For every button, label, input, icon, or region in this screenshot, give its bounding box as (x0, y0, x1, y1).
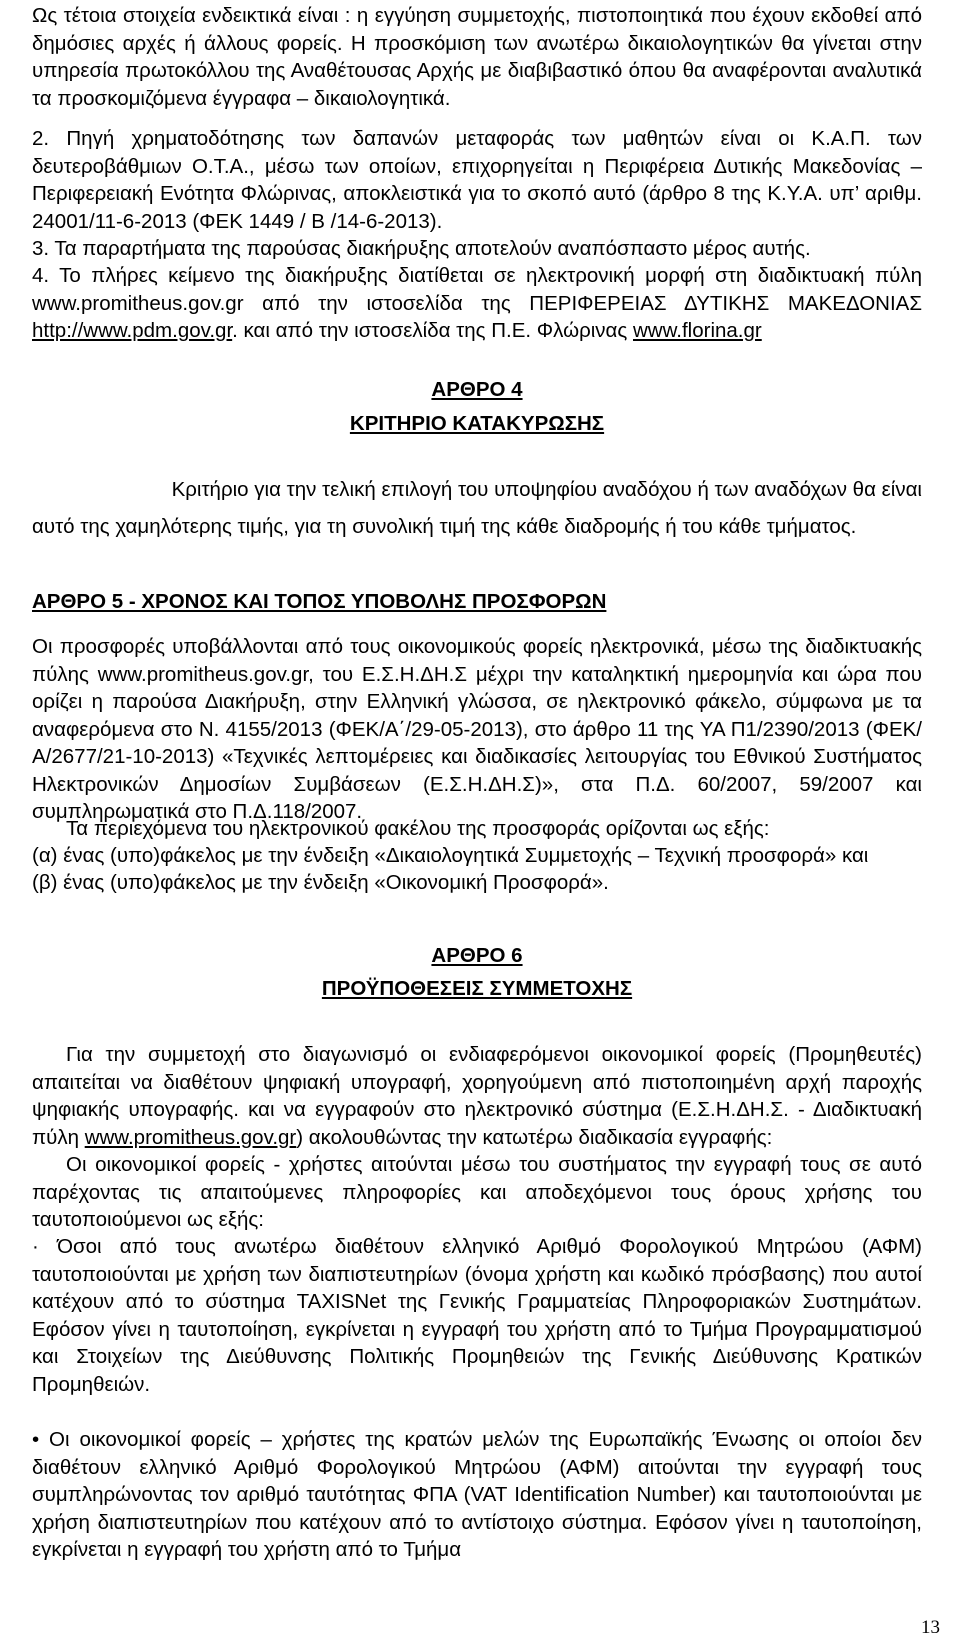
promitheus-link[interactable]: www.promitheus.gov.gr (84, 1125, 297, 1149)
article5-item-b: (β) ένας (υπο)φάκελος με την ένδειξη «Οικονομική Προσφορά». (32, 871, 609, 894)
article4-line2: αυτό της χαμηλότερης τιμής, για τη συνολική τιμή της κάθε διαδρομής ή του κάθε τμήματος. (32, 515, 857, 538)
article6-bullet2: • Οι οικονομικοί φορείς – χρήστες της κρατών μελών της Ευρωπαϊκής Ένωσης οι οποίοι δεν διαθέτουν ελληνικό Αριθμό Φορολογικού Μητρώου (ΑΦΜ) αιτούνται την εγγραφή τους συμπληρώνοντας τον αριθμό ταυτότητας ΦΠΑ (VAT Identification Number) και ταυτοποιούνται με χρήση διαπιστευτηρίων που κατέχουν από το αντίστοιχο σύστημα. Εφόσον γίνει η ταυτοποίηση, εγκρίνεται η εγγραφή του χρήστη από το Τμήμα (32, 1428, 922, 1561)
list-item-3: 3. Τα παραρτήματα της παρούσας διακήρυξης αποτελούν αναπόσπαστο μέρος αυτής. (32, 237, 811, 260)
article4-line1: Κριτήριο για την τελική επιλογή του υποψηφίου αναδόχου ή των αναδόχων θα είναι (171, 478, 922, 501)
page-number: 13 (921, 1617, 940, 1638)
article6-paragraph1 (32, 1041, 922, 1151)
article5-item-a: (α) ένας (υπο)φάκελος με την ένδειξη «Δικαιολογητικά Συμμετοχής – Τεχνική προσφορά» και (32, 844, 869, 867)
article5-heading: ΑΡΘΡΟ 5 - ΧΡΟΝΟΣ ΚΑΙ ΤΟΠΟΣ ΥΠΟΒΟΛΗΣ ΠΡΟΣΦΟΡΩΝ (32, 590, 607, 613)
article6-paragraph2: Οι οικονομικοί φορείς - χρήστες αιτούνται μέσω του συστήματος την εγγραφή τους σε αυτό παρέχοντας τις απαιτούμενες πληροφορίες και αποδεχόμενοι τους όρους χρήσης του ταυτοποιούμενοι ως εξής: (32, 1153, 922, 1231)
florina-link[interactable]: www.florina.gr (633, 319, 762, 342)
article6-heading: ΑΡΘΡΟ 6 (431, 944, 523, 967)
article6-bullet1: · Όσοι από τους ανωτέρω διαθέτουν ελληνικό Αριθμό Φορολογικού Μητρώου (ΑΦΜ) ταυτοποιούνται με χρήση των διαπιστευτηρίων (όνομα χρήστη και κωδικό πρόσβασης) που αυτοί κατέχουν από το σύστημα TAXISNet της Γενικής Γραμματείας Πληροφοριακών Συστημάτων. Εφόσον γίνει η ταυτοποίηση, εγκρίνεται η εγγραφή του χρήστη από το Τμήμα Προγραμματισμού και Στοιχείων της Διεύθυνσης Πολιτικής Προμηθειών της Γενικής Διεύθυνσης Κρατικών Προμηθειών. (32, 1235, 922, 1396)
article6-subheading: ΠΡΟΫΠΟΘΕΣΕΙΣ ΣΥΜΜΕΤΟΧΗΣ (321, 977, 633, 1000)
article4-subheading: ΚΡΙΤΗΡΙΟ ΚΑΤΑΚΥΡΩΣΗΣ (349, 412, 605, 435)
paragraph-intro: Ως τέτοια στοιχεία ενδεικτικά είναι : η εγγύηση συμμετοχής, πιστοποιητικά που έχουν εκδοθεί από δημόσιες αρχές ή άλλους φορείς. Η προσκόμιση των ανωτέρω δικαιολογητικών θα γίνεται στην υπηρεσία πρωτοκόλλου της Αναθέτουσας Αρχής με διαβιβαστικό όπου θα αναφέρονται αναλυτικά τα προσκομιζόμενα έγγραφα – δικαιολογητικά. (32, 4, 922, 110)
pdm-link[interactable]: http://www.pdm.gov.gr (32, 319, 233, 342)
item4-text-middle: . και από την ιστοσελίδα της Π.Ε. Φλώρινας (232, 319, 633, 342)
article6-p1-text-after: ) ακολουθώντας την κατωτέρω διαδικασία εγγραφής: (296, 1125, 773, 1149)
article5-paragraph1: Οι προσφορές υποβάλλονται από τους οικονομικούς φορείς ηλεκτρονικά, μέσω της διαδικτυακής πύλης www.promitheus.gov.gr, του Ε.Σ.Η.ΔΗ.Σ μέχρι την καταληκτική ημερομηνία και ώρα που ορίζει η παρούσα Διακήρυξη, στην Ελληνική γλώσσα, σε ηλεκτρονικό φάκελο, σύμφωνα με τα αναφερόμενα στο Ν. 4155/2013 (ΦΕΚ/Α΄/29-05-2013), στο άρθρο 11 της ΥΑ Π1/2390/2013 (ΦΕΚ/Α/2677/21-10-2013) «Τεχνικές λεπτομέρειες και διαδικασίες λειτουργίας του Εθνικού Συστήματος Ηλεκτρονικών Δημοσίων Συμβάσεων (Ε.Σ.Η.ΔΗ.Σ)», στα Π.Δ. 60/2007, 59/2007 και συμπληρωματικά στο Π.Δ.118/2007. (32, 635, 922, 823)
article6-p1-text: Για την συμμετοχή στο διαγωνισμό οι ενδιαφερόμενοι οικονομικοί φορείς (Προμηθευτές) απαιτείται να διαθέτουν ψηφιακή υπογραφή, χορηγούμενη από πιστοποιημένη αρχή παροχής ψηφιακής υπογραφής. και να εγγραφούν στο ηλεκτρονικό σύστημα (Ε.Σ.Η.ΔΗ.Σ. - Διαδικτυακή πύλη (32, 1043, 922, 1149)
list-item-4 (32, 262, 922, 345)
item4-text: 4. Το πλήρες κείμενο της διακήρυξης διατίθεται σε ηλεκτρονική μορφή στη διαδικτυακή πύλη www.promitheus.gov.gr από την ιστοσελίδα της ΠΕΡΙΦΕΡΕΙΑΣ ΔΥΤΙΚΗΣ ΜΑΚΕΔΟΝΙΑΣ (32, 264, 922, 315)
article4-heading: ΑΡΘΡΟ 4 (431, 378, 523, 401)
article5-paragraph2: Τα περιεχόμενα του ηλεκτρονικού φακέλου της προσφοράς ορίζονται ως εξής: (66, 817, 770, 840)
list-item-2: 2. Πηγή χρηματοδότησης των δαπανών μεταφοράς των μαθητών είναι οι Κ.Α.Π. των δευτεροβάθμιων Ο.Τ.Α., μέσω των οποίων, επιχορηγείται η Περιφέρεια Δυτικής Μακεδονίας – Περιφερειακή Ενότητα Φλώρινας, αποκλειστικά για το σκοπό αυτό (άρθρο 8 της Κ.Υ.Α. υπ’ αριθμ. 24001/11-6-2013 (ΦΕΚ 1449 / Β /14-6-2013). (32, 127, 922, 233)
